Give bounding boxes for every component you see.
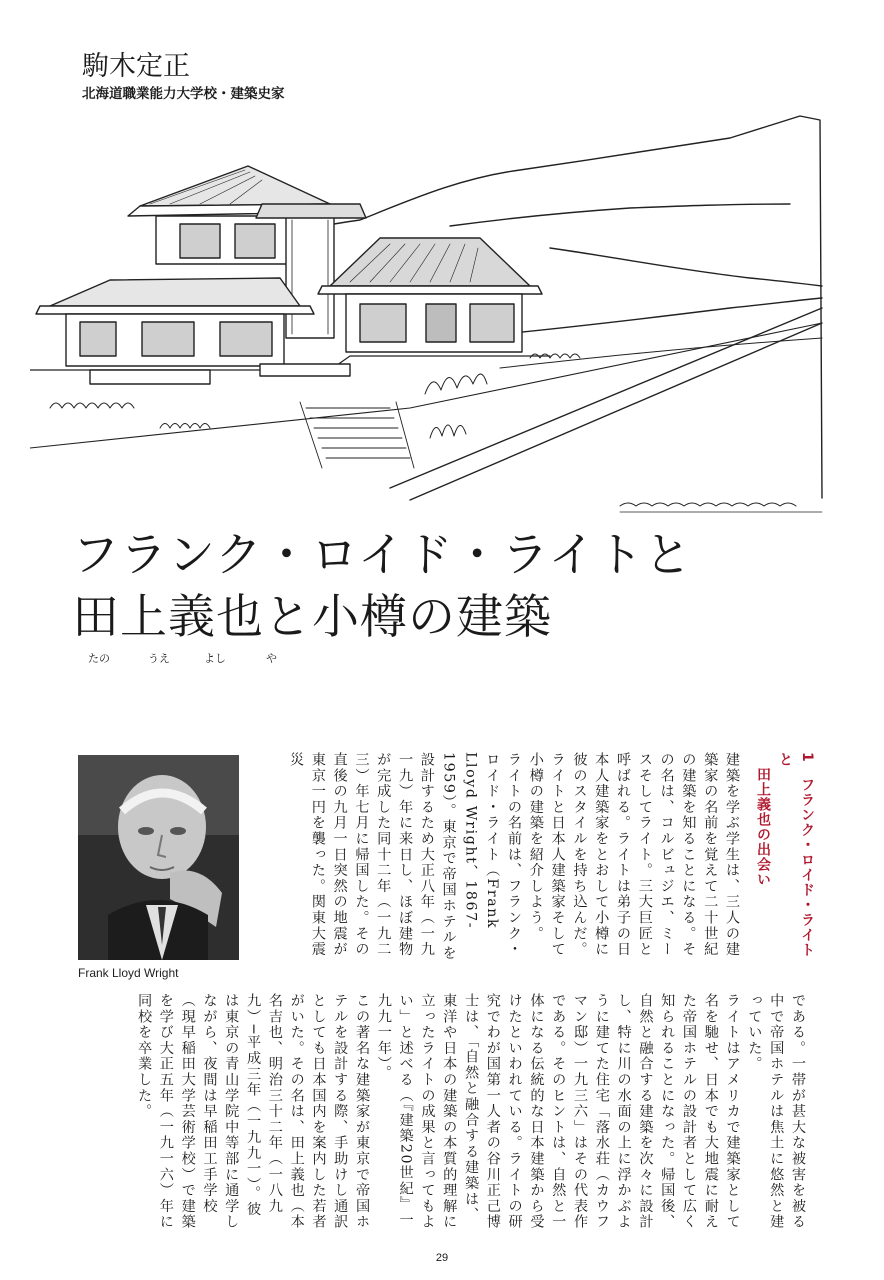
house-sketch-illustration — [30, 108, 850, 518]
body-paragraph: この著名な建築家が東京で帝国ホテルを設計する際、手助けし通訳としても日本国内を案内した若者がいた。その名は、田上義也（本名吉也、明治三十二年（一八九九）─平成三年（一九九一）。彼は東京の青山学院中等部に通学しながら、夜間は早稲田工手学校（現早稲田大学芸術学校）で建築を学び大正五年（一九一六）年に同校を卒業した。 — [136, 993, 371, 1230]
section-number: 1 — [799, 752, 815, 763]
body-paragraph: である。一帯が甚大な被害を被る中で帝国ホテルは焦土に悠然と建っていた。 — [746, 993, 806, 1230]
section-title-line-1: フランク・ロイド・ライトと — [777, 752, 815, 958]
article-title-line-2: 田上義也と小樽の建築 — [72, 590, 552, 645]
article-title-line-1: フランク・ロイド・ライトと — [72, 528, 693, 583]
body-paragraph: ライトはアメリカで建築家として名を馳せ、日本でも大地震に耐えた帝国ホテルの設計者として広く知られることになった。帰国後、自然と融合する建築を次々に設計し、特に川の水面の上に浮かぶように建てた住宅「落水荘（カウフマン邸）一九三六」はその代表作である。そのヒントは、自然と一体になる伝統的な日本建築から受けたといわれている。ライトの研究でわが国第一人者の谷川正己博士は、「自然と融合する建築は、東洋や日本の建築の本質的理解に立ったライトの成果と言ってもよい」と述べる（『建築20世紀』一九九一年）。 — [375, 993, 741, 1230]
page-number: 29 — [435, 1252, 449, 1264]
lower-body-text — [60, 993, 808, 1233]
ruby-ta-no: たの — [88, 652, 110, 665]
portrait-photo — [78, 755, 239, 960]
section-heading — [752, 752, 818, 962]
ruby-ya: や — [266, 652, 277, 665]
author-affiliation: 北海道職業能力大学校・建築史家 — [82, 86, 285, 102]
ruby-yoshi: よし — [204, 652, 226, 665]
body-paragraph: 建築を学ぶ学生は、三人の建築家の名前を覚えて二十世紀の建築を知ることになる。その名は、コルビュジエ、ミースそしてライト。三大巨匠と呼ばれる。ライトは弟子の日本人建築家をとおして小樽に彼のスタイルを持ち込んだ。ライトと日本人建築家そして小樽の建築を紹介しよう。 — [527, 752, 740, 958]
photo-caption: Frank Lloyd Wright — [78, 966, 179, 980]
body-paragraph: ライトの名前は、フランク・ロイド・ライト（Frank Lloyd Wright、1867-1959）。東京で帝国ホテルを設計するため大正八年（一九一九）年に来日し、ほぼ建物が完成した同十二年（一九二三）年七月に帰国した。その直後の九月一日突然の地震が東京一円を襲った。関東大震災 — [288, 752, 523, 962]
ruby-ue: うえ — [148, 652, 170, 665]
upper-body-text — [282, 752, 742, 968]
section-title-line-2: 田上義也の出会い — [755, 767, 771, 887]
author-name: 駒木定正 — [82, 51, 190, 82]
